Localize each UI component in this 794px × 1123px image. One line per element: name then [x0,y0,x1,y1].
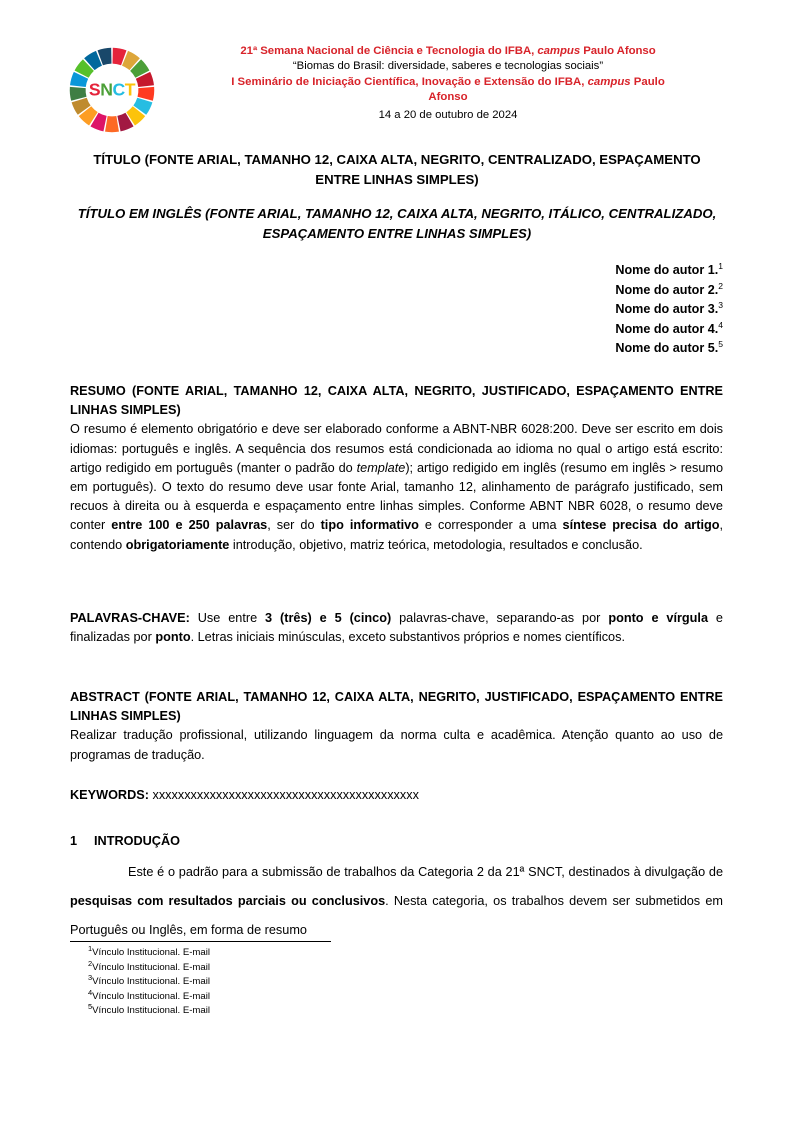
author-footnote-marker: 5 [718,339,723,350]
list-item [88,1004,470,1019]
list-item [70,281,723,301]
sdg-wheel-segment [105,116,119,132]
list-item [70,261,723,281]
abstract-heading: ABSTRACT (FONTE ARIAL, TAMANHO 12, CAIXA ALTA, NEGRITO, JUSTIFICADO, ESPAÇAMENTO ENTRE LINHAS SIMPLES) [70,690,723,724]
sdg-wheel-icon [68,46,156,134]
author-footnote-marker: 3 [718,300,723,310]
palavras-chave-label: PALAVRAS-CHAVE: [70,611,190,625]
author-name: Nome do autor 5. [615,341,719,356]
author-footnote-marker: 1 [718,260,723,271]
resumo-text-italic: template [356,460,406,475]
palavras-chave-bold-1: 3 (três) e 5 (cinco) [265,611,392,625]
footnote-text: Vínculo Institucional. E-mail [92,961,210,973]
author-footnote-marker: 2 [718,280,723,291]
palavras-chave-section [70,609,723,647]
resumo-bold-4: obrigatoriamente [125,537,230,552]
keywords-value: xxxxxxxxxxxxxxxxxxxxxxxxxxxxxxxxxxxxxxxxxx [148,788,419,802]
header-event-title-pre: 21ª Semana Nacional de Ciência e Tecnologia do IFBA, [240,45,538,57]
resumo-bold-1: entre 100 e 250 palavras [111,518,268,533]
author-name: Nome do autor 3. [615,302,719,317]
palavras-chave-text-2: palavras-chave, separando-as por [391,611,609,625]
header-event-title-post: Paulo Afonso [580,45,656,57]
resumo-paragraph [70,420,723,554]
resumo-text-1: O resumo é elemento obrigatório e deve ser elaborado conforme a ABNT-NBR 6028:200. Deve ser escrito em dois idiomas: português e inglês. A sequência dos resumos está condicionada ao idioma no qual o artigo está escrito: artigo redigido em português (manter o padrão do [70,422,723,475]
section-1-heading [70,832,723,851]
footnote-text: Vínculo Institucional. E-mail [92,1005,210,1017]
palavras-chave-text-3: e finalizadas por [70,611,723,645]
list-item [70,339,723,359]
keywords-label: KEYWORDS: [70,788,149,802]
section-1-bold-1: pesquisas com resultados parciais ou conclusivos [70,893,386,908]
resumo-text-4: e corresponder a uma [418,518,563,533]
footnote-marker: 4 [88,987,93,997]
author-name: Nome do autor 4. [615,321,719,336]
section-1-text-1: Este é o padrão para a submissão de trabalhos da Categoria 2 da 21ª SNCT, destinados à divulgação de [128,865,723,879]
keywords-paragraph [70,786,723,805]
footnote-area [70,941,470,1019]
section-1-title: INTRODUÇÃO [94,834,180,848]
logo-center-text: SNCT [88,79,136,100]
palavras-chave-text-4: . Letras iniciais minúsculas, exceto substantivos próprios e nomes científicos. [190,630,625,645]
footnote-marker: 3 [88,973,93,982]
header-event-title [160,44,736,59]
paper-title-en: TÍTULO EM INGLÊS (FONTE ARIAL, TAMANHO 12, CAIXA ALTA, NEGRITO, ITÁLICO, CENTRALIZADO, ESPAÇAMENTO ENTRE LINHAS SIMPLES) [77,206,717,241]
list-item [88,943,470,961]
footnote-text: Vínculo Institucional. E-mail [92,976,210,988]
palavras-chave-paragraph [70,609,723,647]
resumo-text-2: ); artigo redigido em inglês (resumo em inglês > resumo em português). O texto do resumo deve usar fonte Arial, tamanho 12, alinhamento de parágrafo justificado, sem recuos à direita ou à esquerda e espaçamento entre linhas simples. Conforme ABNT NBR 6028, o resumo deve conter [70,460,723,533]
resumo-text-5: , contendo [70,518,724,552]
palavras-chave-bold-2: ponto e vírgula [608,611,709,625]
section-1-number: 1 [70,834,78,848]
author-name: Nome do autor 1. [615,263,719,277]
footnote-list [70,943,470,1019]
resumo-bold-2: tipo informativo [320,518,419,533]
snct-sdg-wheel-logo [68,46,156,134]
list-item [70,300,723,320]
section-1-text-2: . Nesta categoria, os trabalhos devem ser submetidos em Português ou Inglês, em forma de resumo [70,893,723,937]
palavras-chave-text-1: Use entre [189,611,266,625]
header-seminar-title [160,75,736,91]
footnote-marker: 1 [88,943,93,953]
header-event-title-campus: campus [537,45,581,57]
list-item [88,987,470,1005]
resumo-section [70,382,723,555]
author-name: Nome do autor 2. [615,282,719,297]
header-seminar-title-post: Paulo [630,75,665,88]
header-event-dates: 14 a 20 de outubro de 2024 [378,108,518,121]
palavras-chave-bold-3: ponto [155,630,191,645]
abstract-section [70,688,723,765]
header-seminar-title-line2: Afonso [428,91,468,103]
author-footnote-marker: 4 [718,319,723,330]
footnote-separator-rule [70,941,331,942]
footnote-text: Vínculo Institucional. E-mail [92,947,210,958]
list-item [88,958,470,976]
header-seminar-title-pre: I Seminário de Iniciação Científica, Inovação e Extensão do IFBA, [231,75,588,88]
author-list [70,261,723,359]
resumo-heading: RESUMO (FONTE ARIAL, TAMANHO 12, CAIXA ALTA, NEGRITO, JUSTIFICADO, ESPAÇAMENTO ENTRE LINHAS SIMPLES) [70,384,723,418]
footnote-marker: 5 [88,1002,93,1012]
paper-title-pt: TÍTULO (FONTE ARIAL, TAMANHO 12, CAIXA ALTA, NEGRITO, CENTRALIZADO, ESPAÇAMENTO ENTRE LINHAS SIMPLES) [93,152,701,187]
footnote-text: Vínculo Institucional. E-mail [92,990,210,1002]
resumo-bold-3: síntese precisa do artigo [562,518,720,533]
list-item [88,975,470,990]
resumo-text-3: , ser do [267,518,321,533]
header-seminar-title-campus: campus [587,75,631,88]
resumo-text-6: introdução, objetivo, matriz teórica, metodologia, resultados e conclusão. [229,537,643,552]
header-theme: “Biomas do Brasil: diversidade, saberes e tecnologias sociais” [292,60,604,72]
document-header [0,44,794,144]
section-1-paragraph [70,858,723,944]
footnote-marker: 2 [88,958,93,968]
abstract-paragraph: Realizar tradução profissional, utilizando linguagem da norma culta e acadêmica. Atenção quanto ao uso de programas de tradução. [70,728,723,762]
list-item [70,320,723,340]
header-text-block [160,44,736,123]
keywords-section [70,786,723,805]
